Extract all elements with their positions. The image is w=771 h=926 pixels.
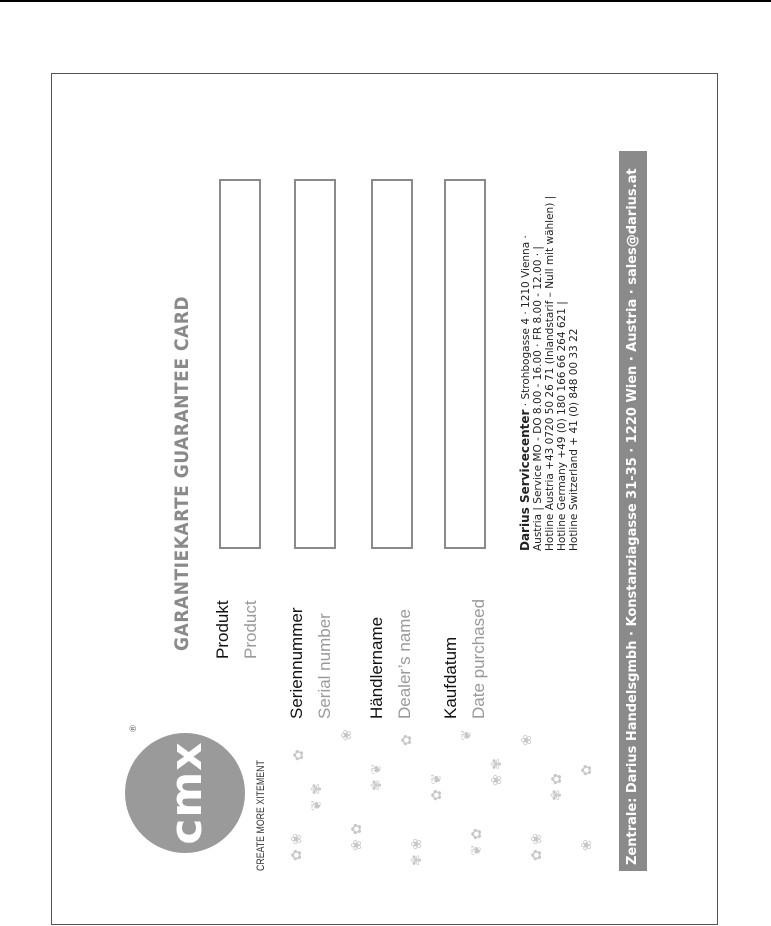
- field-sub-product: Product: [241, 600, 260, 659]
- field-sub-date: Date purchased: [469, 598, 488, 719]
- field-sub-serial: Serial number: [315, 613, 334, 719]
- field-label-serial: Seriennummer: [287, 607, 306, 719]
- field-label-product: Produkt: [213, 600, 232, 659]
- serial-input-box[interactable]: [294, 179, 336, 549]
- logo-text: cmx: [161, 741, 212, 845]
- product-input-box[interactable]: [219, 179, 261, 549]
- footer-bar: Zentrale: Darius Handelsgmbh · Konstanziagasse 31-35 · 1220 Wien · Austria · sales@darius.at: [619, 151, 647, 871]
- decorative-pattern: ✿ ❀ ❦ ✾ ✿ ❀ ✿ ✾ ❦ ❀ ✾ ❀ ✿ ❦ ✿ ❦ ✿ ❀ ✾ ❦ ✿ ❀ ✾ ✿ ❀ ❀ ✿: [289, 729, 595, 866]
- guarantee-card: [119, 151, 649, 871]
- field-label-dealer: Händlername: [367, 616, 386, 719]
- contact-line-1: [519, 196, 532, 551]
- top-rule: [0, 0, 771, 2]
- field-sub-dealer: Dealer’s name: [395, 609, 414, 719]
- registered-mark: ®: [129, 724, 139, 733]
- service-contact-block: [519, 196, 580, 551]
- date-input-box[interactable]: [444, 179, 486, 549]
- card-title: GARANTIEKARTE GUARANTEE CARD: [171, 295, 193, 651]
- contact-line-3: Hotline Austria +43 0720 50 26 71 (Inlandstarif – Null mit wählen) |: [544, 195, 556, 551]
- contact-line-4: Hotline Germany +49 (0) 180 166 66 264 621 |: [556, 301, 568, 551]
- dealer-input-box[interactable]: [371, 179, 413, 549]
- brand-tagline: CREATE MORE XITEMENT: [255, 760, 267, 871]
- service-center-name: Darius Servicecenter: [518, 409, 532, 551]
- field-label-date: Kaufdatum: [441, 636, 460, 719]
- contact-line-2: Austria | Service MO - DO 8.00 - 16.00 · FR 8.00 - 12.00 · |: [532, 246, 544, 551]
- contact-address: · Strohbogasse 4 · 1210 Vienna ·: [520, 235, 532, 410]
- contact-line-5: Hotline Switzerland + 41 (0) 848 00 33 22: [568, 328, 580, 551]
- cmx-logo: [125, 733, 245, 853]
